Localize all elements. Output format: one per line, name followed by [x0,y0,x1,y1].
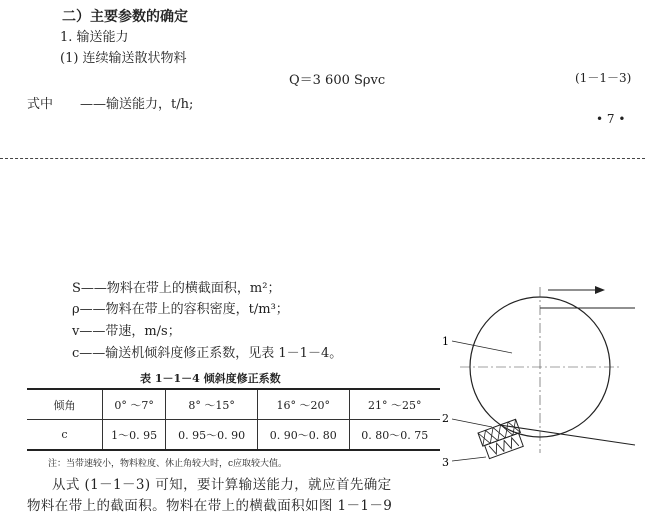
pulley-diagram [430,275,645,513]
arrow-head-icon [595,286,605,294]
table-header-row [27,389,440,420]
body-line-2: 物料在带上的截面积。物料在带上的横截面积如图 1－1－9 [27,498,393,514]
table-cell: 0. 90～0. 80 [257,420,349,451]
table-cell: c [27,420,103,451]
leader-line-2 [452,419,492,427]
table-header-cell: 8° ～15° [166,389,258,420]
table-cell: 0. 95～0. 90 [166,420,258,451]
figure-label-2: 2 [442,412,449,425]
leader-line-1 [452,341,512,353]
section-heading: 二）主要参数的确定 [62,9,188,25]
formula: Q＝3 600 Sρvc [289,73,386,88]
body-line-1: 从式 (1－1－3) 可知，要计算输送能力，就应首先确定 [52,477,392,493]
where-label: 式中 [27,97,54,112]
table-header-cell: 倾角 [27,389,103,420]
figure-label-1: 1 [442,335,449,348]
item-subheading: (1) 连续输送散状物料 [60,51,187,66]
figure-label-3: 3 [442,456,449,469]
definition-c: c——输送机倾斜度修正系数，见表 1－1－4。 [72,346,343,361]
definition-s: S——物料在带上的横截面积，m²； [72,281,281,296]
coefficient-table [27,388,440,451]
leader-line-3 [452,457,486,461]
page-number: • 7 • [596,112,626,126]
formula-number: (1－1－3) [575,71,632,85]
definition-v: v——带速，m/s； [72,324,181,339]
page-separator [0,158,645,159]
table-header-cell: 16° ～20° [257,389,349,420]
table-title: 表 1－1－4 倾斜度修正系数 [140,372,281,385]
table-row [27,420,440,451]
definition-q: ——输送能力，t/h; [80,97,194,112]
table-cell: 1～0. 95 [103,420,166,451]
table-header-cell: 21° ～25° [349,389,440,420]
table-header-cell: 0° ～7° [103,389,166,420]
item-heading: 1. 输送能力 [60,30,129,45]
table-note: 注：当带速较小，物料粒度、休止角较大时，c应取较大值。 [48,459,288,469]
definition-rho: ρ——物料在带上的容积密度，t/m³； [72,302,289,317]
belt-bottom [500,425,635,445]
table-cell: 0. 80～0. 75 [349,420,440,451]
